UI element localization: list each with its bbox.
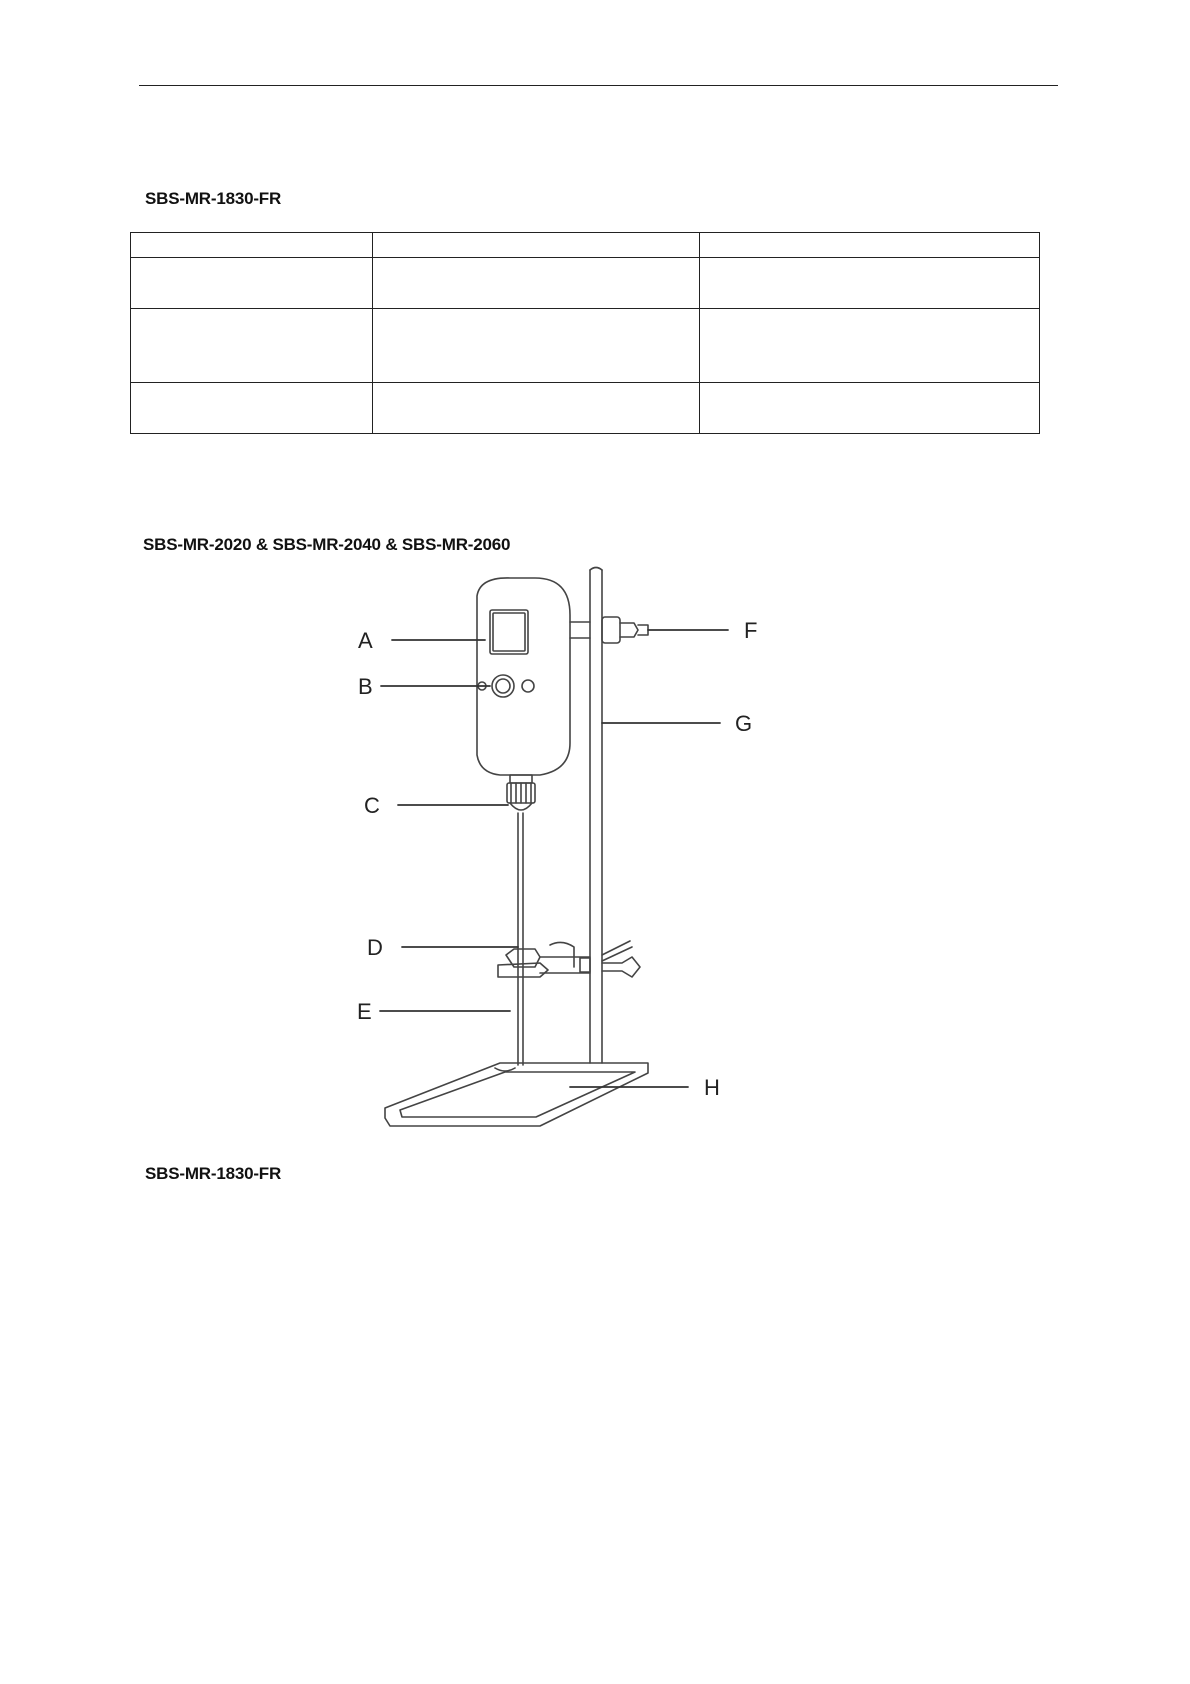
base-plate (385, 1063, 648, 1126)
table-row (131, 383, 1040, 434)
table-cell (373, 258, 700, 309)
callout-label: H (704, 1075, 720, 1100)
table-cell (700, 258, 1040, 309)
table-cell (373, 383, 700, 434)
chuck (507, 775, 535, 810)
table-cell (373, 233, 700, 258)
table-cell (131, 309, 373, 383)
table-cell (700, 233, 1040, 258)
stirrer-diagram (330, 565, 850, 1145)
callout-label: F (744, 618, 758, 643)
second-model-heading: SBS-MR-1830-FR (145, 1164, 282, 1183)
table-cell (373, 309, 700, 383)
table-row (131, 258, 1040, 309)
leader-lines (380, 630, 728, 1087)
callout-label: E (357, 999, 372, 1024)
callout-label: A (358, 628, 373, 653)
table-row (131, 309, 1040, 383)
callout-label: D (367, 935, 383, 960)
motor-clamp (570, 617, 648, 643)
motor-head (477, 578, 570, 775)
table-cell (131, 258, 373, 309)
table-cell (131, 383, 373, 434)
support-rod (590, 568, 602, 1064)
table-cell (131, 233, 373, 258)
callout-label: C (364, 793, 380, 818)
callout-label: G (735, 711, 753, 736)
header-rule (139, 85, 1058, 86)
lower-clamp (498, 941, 640, 977)
table-cell (700, 383, 1040, 434)
specs-table (130, 232, 1040, 434)
table-model-heading: SBS-MR-1830-FR (145, 189, 282, 208)
callout-label: B (358, 674, 373, 699)
table-cell (700, 309, 1040, 383)
figure-models-heading: SBS-MR-2020 & SBS-MR-2040 & SBS-MR-2060 (143, 535, 511, 554)
table-row (131, 233, 1040, 258)
stirring-shaft (518, 813, 523, 1065)
